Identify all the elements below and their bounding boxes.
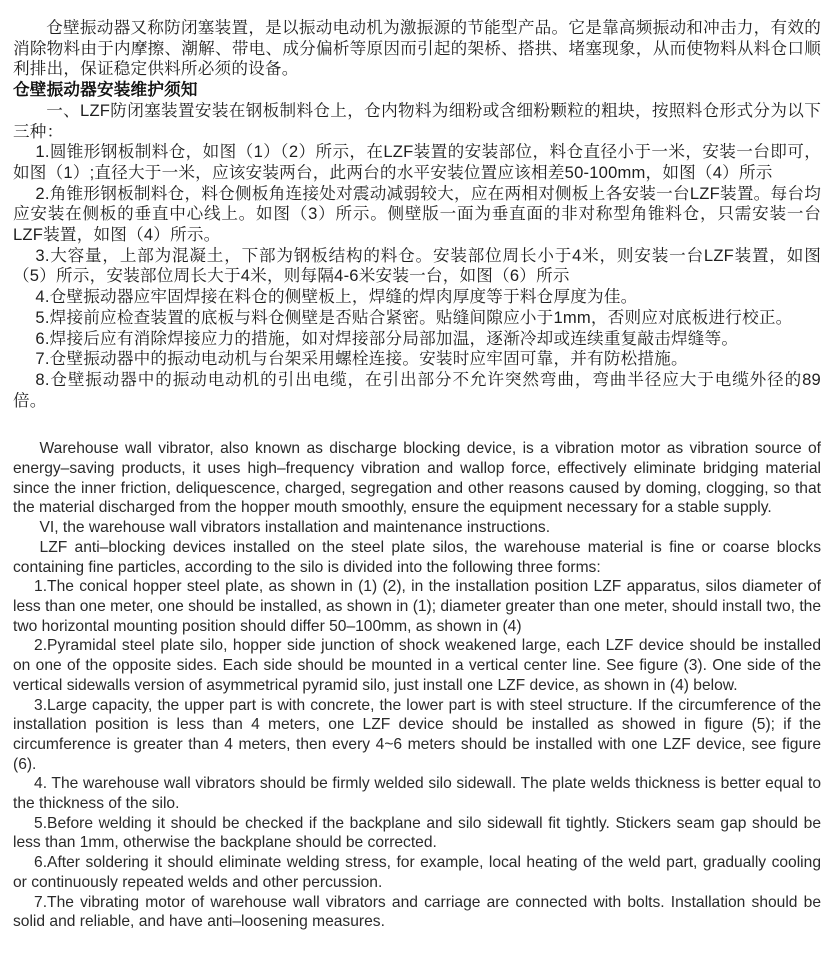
en-item-1: 1.The conical hopper steel plate, as shown in (1) (2), in the installation position LZF apparatus, silos diameter of less than one meter, one should be installed, as shown in (1); diameter greater than one meter, should install two, the two horizontal mounting position should differ 50–100mm, as shown in (4) xyxy=(13,578,821,635)
chinese-section xyxy=(13,18,821,411)
zh-item-4: 4.仓壁振动器应牢固焊接在料仓的侧壁板上，焊缝的焊肉厚度等于料仓厚度为佳。 xyxy=(35,287,638,307)
en-item-7: 7.The vibrating motor of warehouse wall vibrators and carriage are connected with bolts. Installation should be solid and reliable, and have anti–loosening measures. xyxy=(13,893,821,931)
en-lead-paragraph: LZF anti–blocking devices installed on the steel plate silos, the warehouse material is fine or coarse blocks containing fine particles, according to the silo is divided into the following three forms: xyxy=(13,538,821,576)
zh-item-3: 3.大容量，上部为混凝土，下部为钢板结构的料仓。安装部位周长小于4米，则安装一台LZF装置，如图（5）所示，安装部位周长大于4米，则每隔4-6米安装一台，如图（6）所示 xyxy=(13,245,821,286)
zh-item-8: 8.仓壁振动器中的振动电动机的引出电缆，在引出部分不允许突然弯曲，弯曲半径应大于电缆外径的89倍。 xyxy=(13,369,821,410)
english-section xyxy=(13,439,821,932)
zh-item-7: 7.仓壁振动器中的振动电动机与台架采用螺栓连接。安装时应牢固可靠，并有防松措施。 xyxy=(35,349,688,369)
zh-item-6: 6.焊接后应有消除焊接应力的措施，如对焊接部分局部加温，逐渐冷却或连续重复敲击焊缝等。 xyxy=(35,328,739,348)
en-item-2: 2.Pyramidal steel plate silo, hopper side junction of shock weakened large, each LZF device should be installed on one of the opposite sides. Each side should be mounted in a vertical center line. See figure (3). One side of the vertical sidewalls version of asymmetrical pyramid silo, just install one LZF device, as shown in (4) below. xyxy=(13,637,821,694)
en-item-5: 5.Before welding it should be checked if the backplane and silo sidewall fit tightly. Stickers seam gap should be less than 1mm, otherwise the backplane should be corrected. xyxy=(13,814,821,852)
zh-section-heading: 仓壁振动器安装维护须知 xyxy=(13,80,198,100)
zh-intro-paragraph: 仓壁振动器又称防闭塞装置，是以振动电动机为激振源的节能型产品。它是靠高频振动和冲击力，有效的消除物料由于内摩擦、潮解、带电、成分偏析等原因而引起的架桥、搭拱、堵塞现象，从而使物料从料仓口顺利排出，保证稳定供料所必须的设备。 xyxy=(13,18,821,79)
en-intro-paragraph: Warehouse wall vibrator, also known as discharge blocking device, is a vibration motor as vibration source of energy–saving products, it uses high–frequency vibration and wallop force, effectively eliminate bridging material since the inner friction, deliquescence, charged, segregation and other reasons caused by doming, clogging, so that the material discharged from the hopper mouth smoothly, ensure the equipment necessary for a stable supply. xyxy=(13,440,821,517)
zh-item-overview: 一、LZF防闭塞装置安装在钢板制料仓上，仓内物料为细粉或含细粉颗粒的粗块，按照料仓形式分为以下三种： xyxy=(13,100,821,141)
zh-item-5: 5.焊接前应检查装置的底板与料仓侧壁是否贴合紧密。贴缝间隙应小于1mm，否则应对底板进行校正。 xyxy=(35,307,793,327)
en-item-4: 4. The warehouse wall vibrators should be firmly welded silo sidewall. The plate welds thickness is better equal to the thickness of the silo. xyxy=(13,775,821,813)
en-item-3: 3.Large capacity, the upper part is with concrete, the lower part is with steel structure. If the circumference of the installation position is less than 4 meters, one LZF device should be installed as showed in figure (5); if the circumference is greater than 4 meters, then every 4~6 meters should be installed with one LZF device, see figure (6). xyxy=(13,696,821,773)
zh-item-2: 2.角锥形钢板制料仓，料仓侧板角连接处对震动减弱较大，应在两相对侧板上各安装一台LZF装置。每台均应安装在侧板的垂直中心线上。如图（3）所示。侧壁版一面为垂直面的非对称型角锥料仓，只需安装一台LZF装置，如图（4）所示。 xyxy=(13,183,821,245)
en-section-heading: VI, the warehouse wall vibrators installation and maintenance instructions. xyxy=(39,519,551,537)
en-item-6: 6.After soldering it should eliminate welding stress, for example, local heating of the weld part, gradually cooling or continuously repeated welds and other percussion. xyxy=(13,854,821,891)
zh-item-1: 1.圆锥形钢板制料仓，如图（1）（2）所示，在LZF装置的安装部位，料仓直径小于一米，安装一台即可，如图（1）;直径大于一米，应该安装两台，此两台的水平安装位置应该相差50-100mm，如图（4）所示 xyxy=(13,142,821,182)
